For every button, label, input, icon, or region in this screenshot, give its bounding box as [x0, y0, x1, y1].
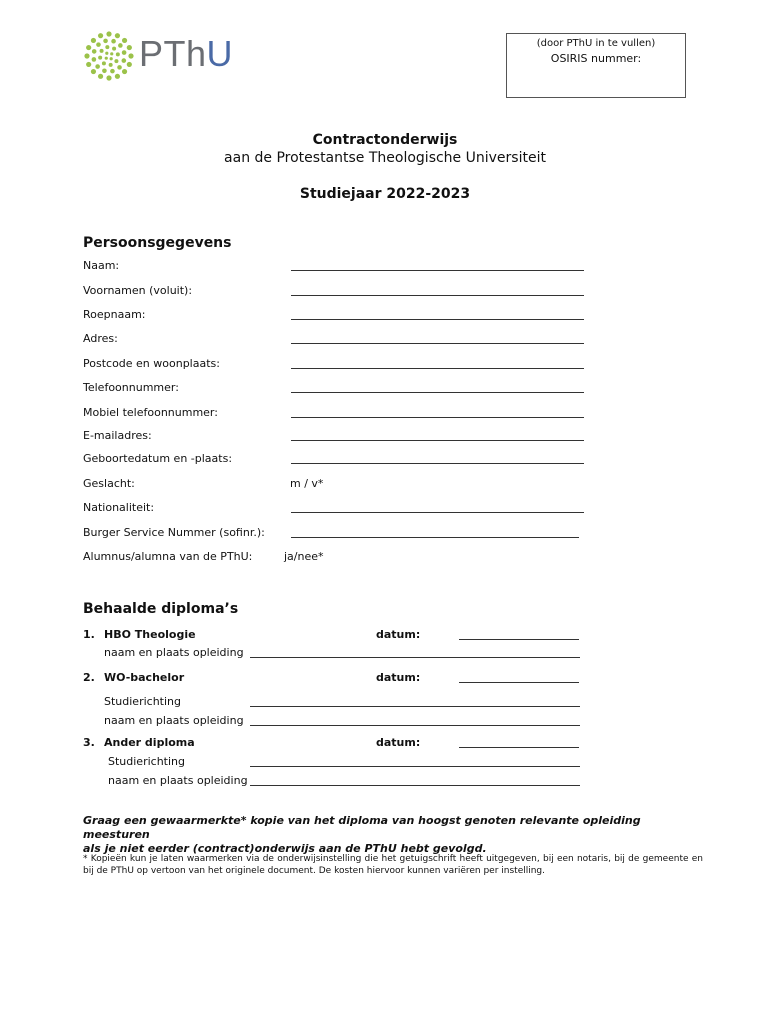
diploma-institution-label-1: naam en plaats opleiding [104, 646, 244, 659]
alumni-options[interactable]: ja/nee* [284, 550, 324, 563]
field-label-roepnaam: Roepnaam: [83, 308, 146, 321]
logo-dot [92, 49, 97, 54]
diploma-number-2: 2. [83, 671, 95, 684]
field-line-bsn[interactable] [291, 537, 579, 538]
logo-dot [128, 53, 133, 58]
logo-dot [98, 33, 103, 38]
logo-dot [127, 62, 132, 67]
logo-dot [110, 69, 115, 74]
logo-dot [91, 38, 96, 43]
field-line-roepnaam[interactable] [291, 319, 584, 320]
diploma-copy-instruction [83, 814, 703, 856]
field-label-bsn: Burger Service Nummer (sofinr.): [83, 526, 265, 539]
logo-dot [105, 52, 108, 55]
logo-dot [95, 64, 100, 69]
logo-dot [110, 57, 113, 60]
logo-dot [98, 56, 102, 60]
field-label-alumni: Alumnus/alumna van de PThU: [83, 550, 253, 563]
instruction-line-1: Graag een gewaarmerkte* kopie van het diploma van hoogst genoten relevante opleiding meesturen [83, 814, 641, 841]
logo-dot [102, 61, 106, 65]
logo-dot [122, 50, 127, 55]
diploma-number-3: 3. [83, 736, 95, 749]
logo-dot [86, 62, 91, 67]
diploma-datum-label-3: datum: [376, 736, 421, 749]
field-line-voornamen[interactable] [291, 295, 584, 296]
pthu-logo [83, 30, 233, 82]
diploma-institution-line-1[interactable] [250, 657, 580, 658]
logo-dot [118, 43, 123, 48]
diploma-study-line-2[interactable] [250, 706, 580, 707]
logo-dot [103, 39, 108, 44]
logo-dot [92, 57, 97, 62]
gender-options[interactable]: m / v* [290, 477, 324, 490]
logo-dot [114, 59, 118, 63]
diploma-institution-line-3[interactable] [250, 785, 580, 786]
logo-dot [115, 74, 120, 79]
field-line-geboorte[interactable] [291, 463, 584, 464]
logo-dot [100, 49, 104, 53]
field-line-email[interactable] [291, 440, 584, 441]
diploma-datum-label-1: datum: [376, 628, 421, 641]
diploma-institution-label-3: naam en plaats opleiding [108, 774, 248, 787]
field-label-voornamen: Voornamen (voluit): [83, 284, 193, 297]
diploma-title-3: Ander diploma [104, 736, 195, 749]
logo-dot [102, 69, 107, 74]
field-label-naam: Naam: [83, 259, 120, 272]
academic-year: Studiejaar 2022-2023 [299, 186, 471, 202]
logo-dot [106, 75, 111, 80]
diploma-title-2: WO-bachelor [104, 671, 185, 684]
logo-dot [84, 53, 89, 58]
sunflower-logo-icon [83, 30, 135, 82]
diploma-institution-line-2[interactable] [250, 725, 580, 726]
diploma-study-line-3[interactable] [250, 766, 580, 767]
logo-dot [112, 47, 116, 51]
field-line-postcode[interactable] [291, 368, 584, 369]
field-label-adres: Adres: [83, 332, 118, 345]
logo-dot [111, 39, 116, 44]
logo-dot [117, 65, 122, 70]
diploma-datum-line-2[interactable] [459, 682, 579, 683]
section-heading-personal: Persoonsgegevens [83, 235, 232, 251]
diploma-number-1: 1. [83, 628, 95, 641]
logo-dot [122, 69, 127, 74]
diploma-title-1: HBO Theologie [104, 628, 196, 641]
logo-dot [115, 33, 120, 38]
field-line-naam[interactable] [291, 270, 584, 271]
document-subtitle: aan de Protestantse Theologische Universiteit [224, 150, 546, 166]
diploma-study-label-2: Studierichting [104, 695, 181, 708]
diploma-datum-line-3[interactable] [459, 747, 579, 748]
logo-dot [106, 31, 111, 36]
logo-dot [127, 45, 132, 50]
logo-dot [96, 42, 101, 47]
field-label-telefoon: Telefoonnummer: [83, 381, 179, 394]
logo-dot [91, 69, 96, 74]
logo-dot [86, 45, 91, 50]
logo-dot [110, 52, 113, 55]
logo-dot [122, 38, 127, 43]
footnote: * Kopieën kun je laten waarmerken via de onderwijsinstelling die het getuigschrift heeft uitgegeven, bij een notaris, bij de gemeente en bij de PThU op vertoon van het originele document. De kosten hiervoor kunnen variëren per instelling. [83, 854, 703, 876]
logo-dot [116, 52, 120, 56]
field-line-mobiel[interactable] [291, 417, 584, 418]
osiris-box [506, 33, 686, 98]
logo-dot [109, 63, 113, 67]
field-label-geslacht: Geslacht: [83, 477, 135, 490]
field-label-mobiel: Mobiel telefoonnummer: [83, 406, 218, 419]
logo-dot [105, 45, 109, 49]
diploma-institution-label-2: naam en plaats opleiding [104, 714, 244, 727]
section-heading-diplomas: Behaalde diploma’s [83, 601, 239, 617]
diploma-datum-line-1[interactable] [459, 639, 579, 640]
field-label-nationaliteit: Nationaliteit: [83, 501, 155, 514]
instruction-line-2: als je niet eerder (contract)onderwijs aan de PThU hebt gevolgd. [83, 842, 487, 855]
logo-dot [98, 74, 103, 79]
field-line-adres[interactable] [291, 343, 584, 344]
logo-wordmark: PThU [139, 33, 234, 74]
logo-dot [122, 58, 127, 63]
diploma-datum-label-2: datum: [376, 671, 421, 684]
field-label-geboorte: Geboortedatum en -plaats: [83, 452, 233, 465]
osiris-label: OSIRIS nummer: [550, 52, 642, 65]
field-label-postcode: Postcode en woonplaats: [83, 357, 220, 370]
document-title: Contractonderwijs [312, 132, 458, 148]
field-label-email: E-mailadres: [83, 429, 152, 442]
osiris-note: (door PThU in te vullen) [536, 38, 656, 49]
field-line-nationaliteit[interactable] [291, 512, 584, 513]
logo-dot [105, 57, 108, 60]
field-line-telefoon[interactable] [291, 392, 584, 393]
diploma-study-label-3: Studierichting [108, 755, 185, 768]
